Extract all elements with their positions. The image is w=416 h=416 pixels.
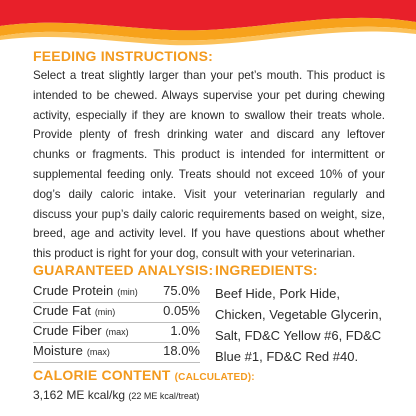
nutrient-unit: (max) bbox=[86, 347, 110, 357]
guaranteed-analysis-heading: GUARANTEED ANALYSIS: bbox=[33, 262, 214, 278]
nutrient-unit: (min) bbox=[117, 287, 138, 297]
nutrient-name: Crude Protein bbox=[33, 283, 114, 298]
calorie-content-text bbox=[33, 388, 199, 402]
calorie-value: 3,162 ME kcal/kg bbox=[33, 388, 126, 402]
nutrient-value: 75.0% bbox=[163, 283, 200, 298]
calorie-title-sub: (CALCULATED): bbox=[174, 372, 255, 383]
calorie-content-heading bbox=[33, 367, 255, 383]
calorie-title: CALORIE CONTENT bbox=[33, 367, 171, 383]
ingredients-heading: INGREDIENTS: bbox=[215, 262, 318, 278]
nutrient-value: 0.05% bbox=[163, 303, 200, 318]
feeding-instructions-text: Select a treat slightly larger than your pet’s mouth. This product is intended to be chewed. Always supervise your pet during chewing activity, especially if they are known to swallow their treats whole. Provide plenty of fresh drinking water and discard any leftover chunks or fragments. This product is intended for intermittent or supplemental feeding only. Treats should not exceed 10% of your dog’s daily caloric intake. Visit your veterinarian regularly and discuss your pup’s daily caloric requirements based on weight, size, breed, age and activity level. If you have questions about whether this product is right for your dog, consult with your veterinarian. bbox=[33, 69, 385, 261]
analysis-row bbox=[33, 323, 200, 343]
nutrient-value: 18.0% bbox=[163, 343, 200, 358]
ingredients-text: Beef Hide, Pork Hide, Chicken, Vegetable Glycerin, Salt, FD&C Yellow #6, FD&C Blue #1, FD&C Red #40. bbox=[215, 286, 382, 364]
analysis-row bbox=[33, 283, 200, 303]
nutrient-value: 1.0% bbox=[170, 323, 200, 338]
feeding-instructions-heading: FEEDING INSTRUCTIONS: bbox=[33, 48, 213, 64]
guaranteed-analysis-table bbox=[33, 283, 200, 363]
calorie-per-treat: (22 ME kcal/treat) bbox=[128, 391, 200, 401]
nutrient-unit: (max) bbox=[105, 327, 129, 337]
analysis-row bbox=[33, 343, 200, 363]
nutrient-unit: (min) bbox=[94, 307, 116, 317]
nutrient-name: Moisture bbox=[33, 343, 83, 358]
nutrient-name: Crude Fat bbox=[33, 303, 91, 318]
analysis-row bbox=[33, 303, 200, 323]
nutrient-name: Crude Fiber bbox=[33, 323, 102, 338]
